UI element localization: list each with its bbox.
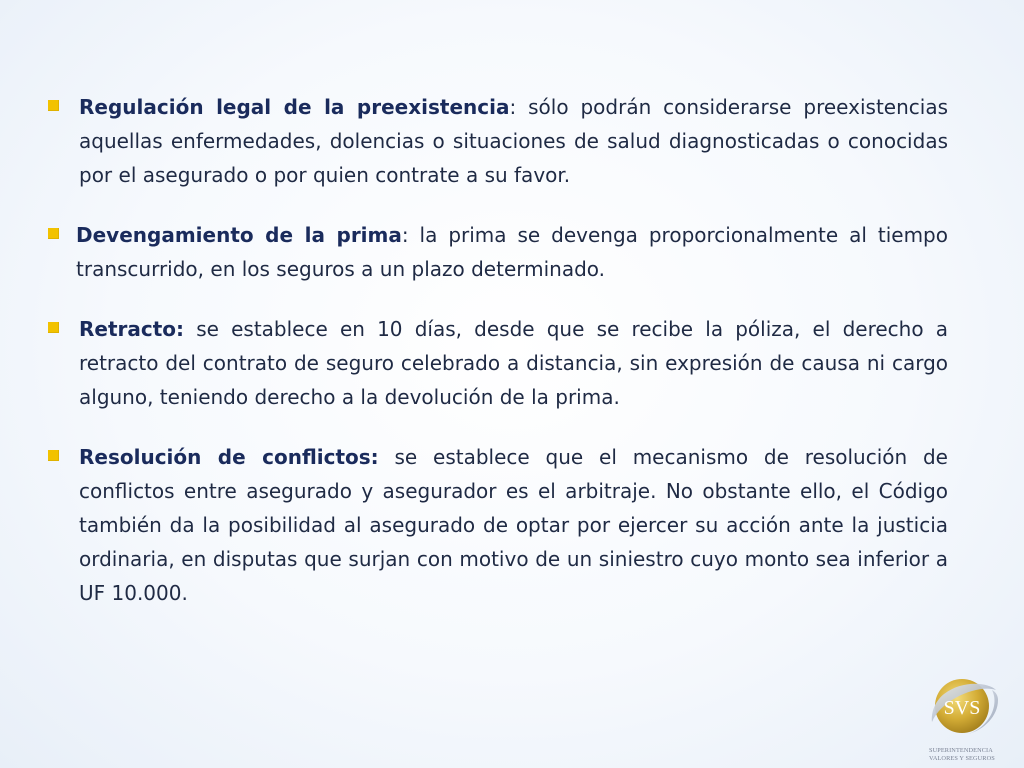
square-bullet-icon [48, 450, 59, 461]
logo-text: SVS [943, 697, 981, 719]
bullet-preexistencia [44, 90, 948, 192]
logo-caption-line1: SUPERINTENDENCIA [929, 747, 993, 754]
square-bullet-icon [48, 100, 59, 111]
bullet-term: Retracto: [79, 317, 185, 341]
square-bullet-icon [48, 228, 59, 239]
bullet-retracto [44, 312, 948, 414]
bullet-resolucion-conflictos [44, 440, 948, 610]
bullet-list [44, 90, 948, 636]
bullet-text: se establece en 10 días, desde que se recibe la póliza, el derecho a retracto del contrato de seguro celebrado a distancia, sin expresión de causa ni cargo alguno, teniendo derecho a la devolución de la prima. [79, 317, 948, 409]
bullet-devengamiento [44, 218, 948, 286]
bullet-term: Regulación legal de la preexistencia [79, 95, 510, 119]
bullet-text: : sólo podrán considerarse preexistencias aquellas enfermedades, dolencias o situaciones de salud diagnosticadas o conocidas por el asegurado o por quien contrate a su favor. [79, 95, 948, 187]
square-bullet-icon [48, 322, 59, 333]
bullet-term: Resolución de conflictos: [79, 445, 379, 469]
bullet-text: : la prima se devenga proporcionalmente al tiempo transcurrido, en los seguros a un plazo determinado. [76, 223, 948, 281]
bullet-text: se establece que el mecanismo de resolución de conflictos entre asegurado y asegurador es el arbitraje. No obstante ello, el Código también da la posibilidad al asegurado de optar por ejercer su acción ante la justicia ordinaria, en disputas que surjan con motivo de un siniestro cuyo monto sea inferior a UF 10.000. [79, 445, 948, 605]
bullet-term: Devengamiento de la prima [76, 223, 402, 247]
logo-caption-line2: VALORES Y SEGUROS [929, 755, 995, 762]
logo-caption [929, 747, 1009, 763]
